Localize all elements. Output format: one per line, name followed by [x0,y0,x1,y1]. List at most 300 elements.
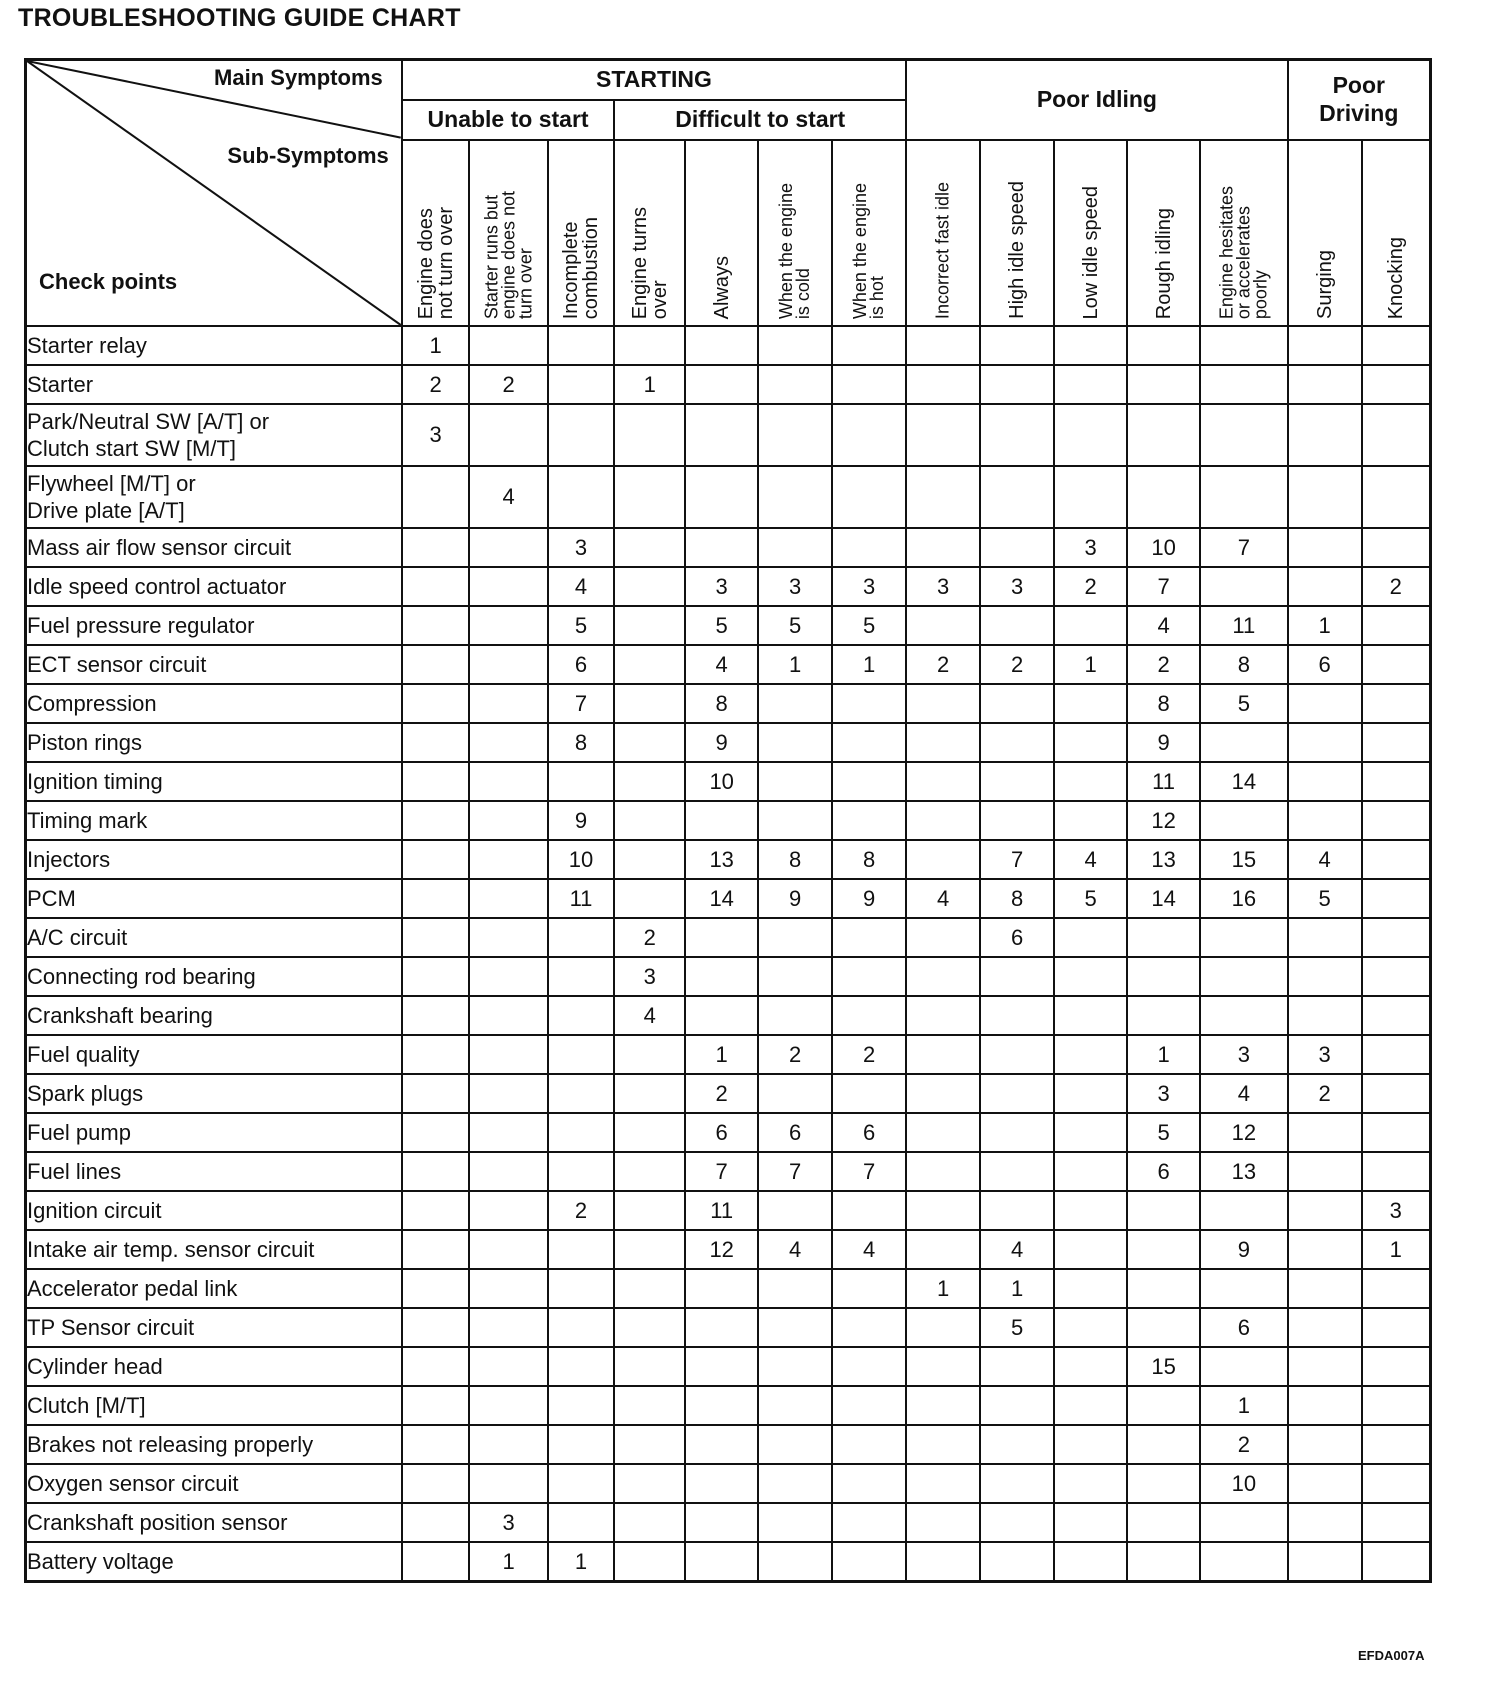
check-point-label: Brakes not releasing properly [26,1425,402,1464]
group-difficult-to-start: Difficult to start [614,100,906,140]
priority-cell [1054,1152,1127,1191]
priority-cell [1127,1230,1200,1269]
priority-cell [1054,404,1127,466]
priority-cell [1127,1464,1200,1503]
priority-cell [614,326,685,365]
priority-cell [469,1386,547,1425]
priority-cell [685,996,758,1035]
priority-cell: 4 [548,567,615,606]
priority-cell: 2 [402,365,470,404]
priority-cell [469,879,547,918]
check-point-label: Crankshaft bearing [26,996,402,1035]
priority-cell [1288,996,1362,1035]
check-point-label: Connecting rod bearing [26,957,402,996]
priority-cell [685,1269,758,1308]
check-point-label: Clutch [M/T] [26,1386,402,1425]
priority-cell: 2 [1054,567,1127,606]
priority-cell [758,1308,832,1347]
priority-cell: 2 [469,365,547,404]
priority-cell [832,1386,906,1425]
priority-cell [1054,1035,1127,1074]
priority-cell [1362,1425,1431,1464]
priority-cell: 9 [685,723,758,762]
priority-cell [1288,567,1362,606]
check-point-label: Idle speed control actuator [26,567,402,606]
priority-cell [758,1425,832,1464]
priority-cell [548,1074,615,1113]
priority-cell [1362,840,1431,879]
priority-cell [832,723,906,762]
priority-cell [906,606,980,645]
priority-cell [1054,1503,1127,1542]
priority-cell [1288,723,1362,762]
priority-cell: 2 [758,1035,832,1074]
priority-cell [758,528,832,567]
priority-cell [402,840,470,879]
priority-cell [832,957,906,996]
priority-cell [469,1074,547,1113]
priority-cell [906,1230,980,1269]
priority-cell [469,1230,547,1269]
check-point-label: ECT sensor circuit [26,645,402,684]
check-point-label: Fuel pressure regulator [26,606,402,645]
priority-cell [685,1308,758,1347]
priority-cell: 12 [1127,801,1200,840]
priority-cell [1054,326,1127,365]
table-row [26,645,1431,684]
header-corner-cell [26,60,402,327]
priority-cell [906,1542,980,1582]
table-row [26,606,1431,645]
priority-cell: 1 [832,645,906,684]
priority-cell [469,957,547,996]
priority-cell: 3 [906,567,980,606]
priority-cell [1127,1386,1200,1425]
priority-cell [685,1425,758,1464]
priority-cell: 5 [758,606,832,645]
priority-cell: 3 [402,404,470,466]
column-header: Always [685,140,758,326]
priority-cell [402,762,470,801]
priority-cell: 1 [906,1269,980,1308]
priority-cell [402,1113,470,1152]
check-point-label: Accelerator pedal link [26,1269,402,1308]
priority-cell: 3 [548,528,615,567]
priority-cell [1200,404,1288,466]
priority-cell [1288,1308,1362,1347]
check-point-label: TP Sensor circuit [26,1308,402,1347]
figure-code: EFDA007A [1358,1648,1425,1663]
priority-cell [1127,918,1200,957]
priority-cell [980,1425,1054,1464]
priority-cell: 1 [1362,1230,1431,1269]
priority-cell [685,1542,758,1582]
check-points-label: Check points [39,269,178,294]
priority-cell [1200,996,1288,1035]
priority-cell [1288,365,1362,404]
table-row [26,723,1431,762]
priority-cell [980,1152,1054,1191]
group-unable-to-start: Unable to start [402,100,615,140]
priority-cell [1054,1269,1127,1308]
sub-symptoms-label: Sub-Symptoms [227,143,389,168]
priority-cell [832,404,906,466]
priority-cell [1288,1503,1362,1542]
priority-cell [469,1152,547,1191]
table-row [26,957,1431,996]
priority-cell: 7 [1200,528,1288,567]
priority-cell [832,762,906,801]
priority-cell [1288,1230,1362,1269]
priority-cell [980,528,1054,567]
priority-cell [614,528,685,567]
column-header: Knocking [1362,140,1431,326]
priority-cell: 3 [1054,528,1127,567]
priority-cell [1362,1386,1431,1425]
priority-cell [469,762,547,801]
check-point-label: Flywheel [M/T] or Drive plate [A/T] [26,466,402,528]
priority-cell [402,879,470,918]
priority-cell [980,326,1054,365]
priority-cell: 5 [1054,879,1127,918]
table-row [26,1074,1431,1113]
table-row [26,1269,1431,1308]
priority-cell [1127,1503,1200,1542]
priority-cell [1200,1503,1288,1542]
priority-cell [758,684,832,723]
priority-cell [1362,957,1431,996]
priority-cell [469,918,547,957]
priority-cell [469,801,547,840]
priority-cell [1288,684,1362,723]
priority-cell [402,1308,470,1347]
priority-cell [614,1542,685,1582]
priority-cell: 4 [832,1230,906,1269]
table-row [26,1347,1431,1386]
priority-cell [758,1347,832,1386]
priority-cell [548,1269,615,1308]
priority-cell [1362,1035,1431,1074]
priority-cell [1054,918,1127,957]
priority-cell: 9 [832,879,906,918]
priority-cell [402,957,470,996]
priority-cell [758,918,832,957]
priority-cell [469,1113,547,1152]
priority-cell: 3 [1127,1074,1200,1113]
check-point-label: Ignition circuit [26,1191,402,1230]
priority-cell [1362,1074,1431,1113]
priority-cell [906,1035,980,1074]
priority-cell [614,684,685,723]
priority-cell [614,1230,685,1269]
priority-cell [614,879,685,918]
priority-cell: 1 [758,645,832,684]
priority-cell: 1 [548,1542,615,1582]
priority-cell [758,1464,832,1503]
priority-cell: 4 [1127,606,1200,645]
priority-cell [906,996,980,1035]
table-row [26,1191,1431,1230]
priority-cell [1200,326,1288,365]
priority-cell: 6 [980,918,1054,957]
check-point-label: Battery voltage [26,1542,402,1582]
priority-cell [1362,1308,1431,1347]
priority-cell [980,404,1054,466]
check-point-label: Oxygen sensor circuit [26,1464,402,1503]
priority-cell [832,466,906,528]
priority-cell [1054,1191,1127,1230]
table-row [26,404,1431,466]
priority-cell: 4 [906,879,980,918]
priority-cell [548,1425,615,1464]
column-header: High idle speed [980,140,1054,326]
priority-cell [1362,365,1431,404]
priority-cell [685,918,758,957]
priority-cell [906,957,980,996]
priority-cell [469,1425,547,1464]
table-row [26,840,1431,879]
priority-cell [1127,1269,1200,1308]
priority-cell: 3 [614,957,685,996]
table-row [26,466,1431,528]
priority-cell [402,801,470,840]
priority-cell [402,567,470,606]
priority-cell [1054,1308,1127,1347]
priority-cell [832,365,906,404]
priority-cell: 10 [548,840,615,879]
priority-cell: 4 [1054,840,1127,879]
priority-cell [614,1386,685,1425]
priority-cell [832,1425,906,1464]
priority-cell [1288,326,1362,365]
priority-cell [469,840,547,879]
priority-cell: 16 [1200,879,1288,918]
priority-cell [1127,466,1200,528]
priority-cell [758,1503,832,1542]
priority-cell [1362,1269,1431,1308]
priority-cell [548,1152,615,1191]
priority-cell: 7 [832,1152,906,1191]
column-header: Incomplete combustion [548,140,615,326]
priority-cell [685,404,758,466]
priority-cell [614,1113,685,1152]
priority-cell [758,996,832,1035]
table-row [26,1113,1431,1152]
priority-cell [1288,404,1362,466]
priority-cell: 1 [685,1035,758,1074]
priority-cell: 8 [832,840,906,879]
priority-cell [1362,326,1431,365]
priority-cell [1362,723,1431,762]
table-row [26,1035,1431,1074]
priority-cell [614,723,685,762]
priority-cell: 13 [1127,840,1200,879]
priority-cell: 9 [758,879,832,918]
priority-cell [469,606,547,645]
priority-cell [1200,1269,1288,1308]
priority-cell [1054,1386,1127,1425]
priority-cell [402,1503,470,1542]
table-row [26,1542,1431,1582]
priority-cell [906,528,980,567]
priority-cell: 9 [1200,1230,1288,1269]
priority-cell [1054,684,1127,723]
priority-cell [402,1152,470,1191]
priority-cell [402,1386,470,1425]
priority-cell: 10 [685,762,758,801]
priority-cell: 11 [685,1191,758,1230]
priority-cell: 2 [906,645,980,684]
priority-cell [469,1464,547,1503]
priority-cell [1200,466,1288,528]
priority-cell [758,404,832,466]
table-row [26,918,1431,957]
priority-cell: 7 [758,1152,832,1191]
priority-cell [614,801,685,840]
priority-cell: 14 [1200,762,1288,801]
priority-cell [685,1464,758,1503]
priority-cell [614,840,685,879]
priority-cell [1362,918,1431,957]
priority-cell [1288,1269,1362,1308]
priority-cell [1288,528,1362,567]
table-row [26,762,1431,801]
priority-cell [548,957,615,996]
priority-cell [1200,365,1288,404]
priority-cell: 9 [1127,723,1200,762]
priority-cell [832,1269,906,1308]
priority-cell: 2 [614,918,685,957]
priority-cell [1288,1113,1362,1152]
priority-cell [758,801,832,840]
table-row [26,1425,1431,1464]
priority-cell [758,1386,832,1425]
priority-cell [402,606,470,645]
priority-cell [548,918,615,957]
priority-cell [614,1074,685,1113]
priority-cell: 2 [832,1035,906,1074]
priority-cell [548,1386,615,1425]
priority-cell [469,684,547,723]
check-point-label: Crankshaft position sensor [26,1503,402,1542]
priority-cell: 6 [548,645,615,684]
priority-cell: 6 [832,1113,906,1152]
priority-cell [1200,567,1288,606]
priority-cell [980,801,1054,840]
priority-cell [1054,1464,1127,1503]
priority-cell [758,466,832,528]
priority-cell [1362,1542,1431,1582]
priority-cell [614,1347,685,1386]
priority-cell [1362,684,1431,723]
priority-cell [832,1464,906,1503]
check-point-label: Piston rings [26,723,402,762]
check-point-label: A/C circuit [26,918,402,957]
priority-cell: 5 [1288,879,1362,918]
priority-cell [906,1113,980,1152]
priority-cell: 2 [1288,1074,1362,1113]
table-row [26,801,1431,840]
priority-cell: 5 [548,606,615,645]
priority-cell [980,606,1054,645]
priority-cell: 14 [1127,879,1200,918]
priority-cell [758,1074,832,1113]
priority-cell [469,404,547,466]
priority-cell [402,684,470,723]
priority-cell: 3 [832,567,906,606]
priority-cell: 6 [1200,1308,1288,1347]
check-point-label: Fuel pump [26,1113,402,1152]
priority-cell: 5 [685,606,758,645]
priority-cell [832,1191,906,1230]
table-row [26,1308,1431,1347]
priority-cell: 1 [402,326,470,365]
priority-cell [1288,762,1362,801]
priority-cell [1200,1191,1288,1230]
check-point-label: Ignition timing [26,762,402,801]
priority-cell [614,1425,685,1464]
priority-cell [980,466,1054,528]
priority-cell: 2 [548,1191,615,1230]
priority-cell [469,1308,547,1347]
priority-cell [906,1191,980,1230]
priority-cell [906,466,980,528]
check-point-label: Starter [26,365,402,404]
priority-cell: 4 [1200,1074,1288,1113]
priority-cell [548,466,615,528]
priority-cell [548,1035,615,1074]
priority-cell [469,1269,547,1308]
priority-cell: 3 [1362,1191,1431,1230]
priority-cell [832,801,906,840]
priority-cell [980,1347,1054,1386]
priority-cell [548,1230,615,1269]
priority-cell [832,918,906,957]
priority-cell [402,466,470,528]
priority-cell [1362,1152,1431,1191]
priority-cell [832,1503,906,1542]
priority-cell [980,1464,1054,1503]
group-starting: STARTING [402,60,906,101]
priority-cell [906,1308,980,1347]
priority-cell: 13 [1200,1152,1288,1191]
priority-cell [1362,645,1431,684]
priority-cell: 7 [685,1152,758,1191]
priority-cell: 2 [980,645,1054,684]
priority-cell [685,365,758,404]
priority-cell: 8 [980,879,1054,918]
priority-cell [1362,1503,1431,1542]
priority-cell [1127,365,1200,404]
priority-cell: 3 [1288,1035,1362,1074]
priority-cell: 6 [758,1113,832,1152]
priority-cell: 6 [1288,645,1362,684]
priority-cell [1054,996,1127,1035]
priority-cell [685,326,758,365]
priority-cell [1054,957,1127,996]
priority-cell [402,1230,470,1269]
priority-cell [758,365,832,404]
priority-cell [832,684,906,723]
priority-cell [1127,1425,1200,1464]
priority-cell [548,762,615,801]
priority-cell [906,326,980,365]
priority-cell [685,1503,758,1542]
priority-cell [758,723,832,762]
table-row [26,1464,1431,1503]
priority-cell: 7 [1127,567,1200,606]
priority-cell [980,957,1054,996]
